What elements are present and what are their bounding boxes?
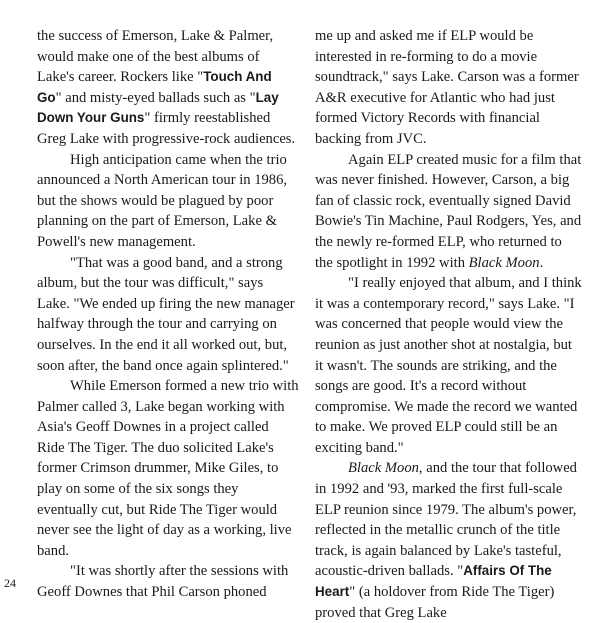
song-title: Touch And Go	[37, 69, 272, 105]
paragraph: "I really enjoyed that album, and I think it was a contemporary record," says Lake. "I was concerned that people would view the reunion as just another shot at nostalgia, but it wasn't. The sounds are striking, and the songs are good. It's a record without compromise. We made the record we wanted to make. We proved ELP could still be an exciting band."	[315, 275, 582, 456]
album-title: Black Moon	[348, 460, 419, 477]
text-run: .	[539, 254, 544, 271]
paragraph	[315, 458, 583, 623]
paragraph: "It was shortly after the sessions with Geoff Downes that Phil Carson phoned	[37, 563, 289, 601]
left-column	[37, 26, 299, 603]
paragraph	[315, 150, 583, 274]
right-column	[315, 26, 583, 623]
text-run: " (a holdover from Ride The Tiger) proved that Greg Lake	[315, 584, 555, 621]
text-run: " firmly reestablished Greg Lake with progressive-rock audiences.	[37, 110, 296, 147]
paragraph: While Emerson formed a new trio with Palmer called 3, Lake began working with Asia's Geoff Downes in a project called Ride The Tiger. The duo solicited Lake's former Crimson drummer, Mike Giles, to play on some of the six songs they eventually cut, but Ride The Tiger would never see the light of day as a working, live band.	[37, 378, 299, 559]
album-title: Black Moon	[468, 254, 540, 271]
text-run: " and misty-eyed ballads such as "	[55, 89, 256, 106]
song-title: Affairs Of The Heart	[315, 563, 552, 600]
paragraph	[37, 26, 299, 150]
paragraph: "That was a good band, and a strong album, but the tour was difficult," says Lake. "We ended up firing the new manager halfway through the tour and carrying on ourselves. In the end it all worked out, but, soon after, the band once again splintered."	[37, 254, 295, 374]
text-run: Again ELP created music for a film that was never finished. However, Carson, a big fan of classic rock, eventually signed David Bowie's Tin Machine, Paul Rodgers, Yes, and the newly re-formed ELP, who returned to the spotlight in 1992 with	[315, 151, 582, 271]
text-run: , and the tour that followed in 1992 and '93, marked the first full-scale ELP reunion since 1979. The album's power, reflected in the metallic crunch of the title track, is again balanced by Lake's tasteful, acoustic-driven ballads. "	[315, 460, 577, 580]
text-run: the success of Emerson, Lake & Palmer, would make one of the best albums of Lake's career. Rockers like "	[37, 28, 274, 86]
song-title: Lay Down Your Guns	[37, 89, 279, 126]
paragraph: me up and asked me if ELP would be interested in re-forming to do a movie soundtrack," says Lake. Carson was a former A&R executive for Atlantic who had just formed Victory Records with financial backing from JVC.	[315, 28, 579, 147]
paragraph: High anticipation came when the trio announced a North American tour in 1986, but the shows would be plagued by poor planning on the part of Emerson, Lake & Powell's new management.	[37, 151, 288, 250]
page-number: 24	[4, 576, 16, 590]
